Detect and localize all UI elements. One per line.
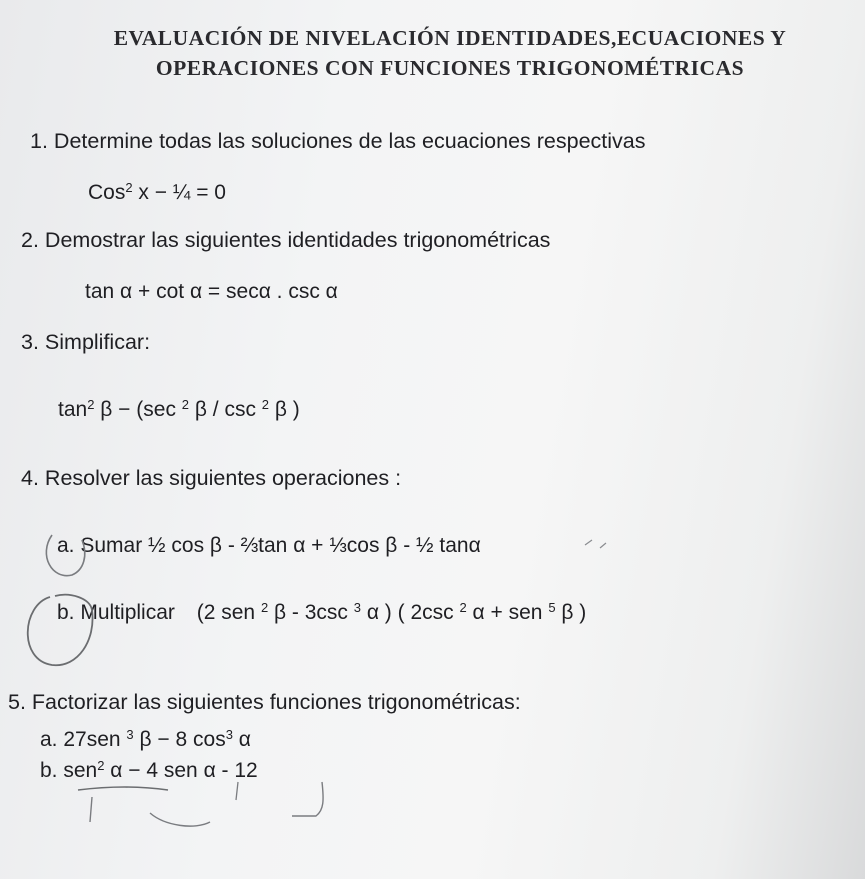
question-5b-expression <box>63 759 257 782</box>
question-5b <box>40 759 258 783</box>
question-4b <box>57 601 586 625</box>
question-3 <box>21 330 150 355</box>
question-4b-label: b. <box>57 601 75 624</box>
question-4a-label: a. <box>57 534 75 557</box>
question-5 <box>8 690 521 715</box>
q3-eq-exp-3: 2 <box>261 397 270 412</box>
q3-eq-part-c: β / csc <box>189 398 262 421</box>
question-5a-label: a. <box>40 728 58 751</box>
question-4b-expression <box>197 601 587 624</box>
q5b-eq-part-a: sen <box>63 759 98 782</box>
title-line-1: EVALUACIÓN DE NIVELACIÓN IDENTIDADES,ECUACIONES Y <box>113 26 787 50</box>
question-1-number: 1. <box>30 129 48 153</box>
q4b-eq-part-a: (2 sen <box>196 601 261 624</box>
pencil-bracket <box>292 782 323 816</box>
q5a-eq-part-c: α <box>232 728 251 751</box>
question-4b-text: Multiplicar <box>80 601 175 624</box>
question-2-text: Demostrar las siguientes identidades trigonométricas <box>44 228 551 252</box>
question-1-equation <box>88 181 226 205</box>
q4b-eq-part-b: β - 3csc <box>268 601 354 624</box>
q3-eq-part-d: β ) <box>269 398 300 421</box>
q4b-eq-part-e: β ) <box>555 601 587 624</box>
question-4a <box>57 534 481 558</box>
pencil-tick-1 <box>90 797 92 822</box>
q3-eq-part-a: tan <box>58 398 88 421</box>
q4b-exp-3: 2 <box>459 600 467 615</box>
q3-eq-exp-1: 2 <box>87 397 95 412</box>
question-4a-text: Sumar ½ cos β - ⅔tan α + ⅓cos β - ½ tanα <box>80 534 481 557</box>
question-5-number: 5. <box>8 690 26 714</box>
question-5a-expression <box>63 728 251 751</box>
q5a-eq-part-a: 27sen <box>63 728 127 751</box>
question-5-text: Factorizar las siguientes funciones trigonométricas: <box>31 690 521 714</box>
question-2-equation: tan α + cot α = secα . csc α <box>85 280 338 303</box>
q3-eq-exp-2: 2 <box>181 397 190 412</box>
q4b-exp-1: 2 <box>260 600 269 615</box>
question-3-expression <box>58 398 300 422</box>
question-4-number: 4. <box>21 466 39 490</box>
question-3-number: 3. <box>21 330 39 354</box>
q5b-exp-1: 2 <box>97 758 105 773</box>
q4b-eq-part-d: α + sen <box>466 601 549 624</box>
question-2 <box>21 228 550 253</box>
question-1 <box>30 129 646 154</box>
pencil-dashes <box>585 540 606 548</box>
question-2-number: 2. <box>21 228 39 252</box>
question-5a <box>40 728 251 752</box>
q5b-eq-part-b: α − 4 sen α - 12 <box>104 759 258 782</box>
question-4-text: Resolver las siguientes operaciones : <box>44 466 402 490</box>
pencil-tick-2 <box>236 782 238 800</box>
question-3-text: Simplificar: <box>44 330 151 354</box>
question-5b-label: b. <box>40 759 58 782</box>
pencil-curve-1 <box>150 813 210 826</box>
q4b-exp-2: 3 <box>353 600 361 615</box>
q4b-eq-part-c: α ) ( 2csc <box>361 601 460 624</box>
q1-eq-exponent: 2 <box>125 180 133 195</box>
q1-eq-part-b: x − ¼ = 0 <box>132 181 226 204</box>
q1-eq-part-a: Cos <box>88 181 126 204</box>
q4b-exp-4: 5 <box>548 600 556 615</box>
q5a-exp-1: 3 <box>126 727 134 742</box>
question-1-text: Determine todas las soluciones de las ecuaciones respectivas <box>53 129 646 153</box>
question-4 <box>21 466 401 491</box>
title-line-2: OPERACIONES CON FUNCIONES TRIGONOMÉTRICAS <box>155 56 745 80</box>
q5a-eq-part-b: β − 8 cos <box>133 728 226 751</box>
q3-eq-part-b: β − (sec <box>94 398 182 421</box>
q5a-exp-2: 3 <box>225 727 233 742</box>
pencil-underline-5b <box>78 787 168 790</box>
